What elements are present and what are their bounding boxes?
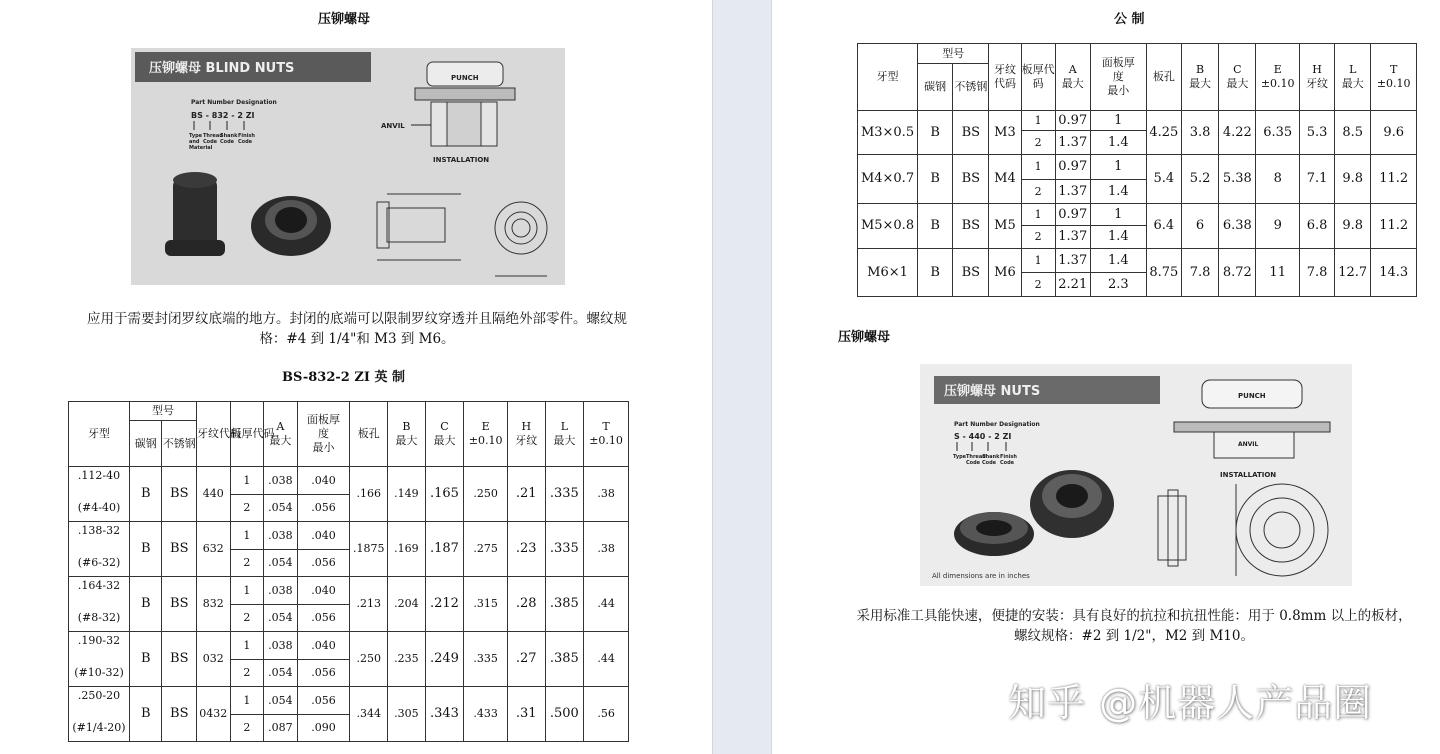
cell-l: .335 [545, 522, 584, 577]
zhihu-watermark: 知乎 @机器人产品圈 [1008, 681, 1373, 725]
cell-stainless: BS [953, 204, 989, 249]
table-row [69, 522, 629, 550]
header-stainless: 不锈钢 [162, 421, 197, 467]
cell-type: .138-32 (#6-32) [69, 522, 130, 577]
cell-panel: 1 [1090, 155, 1146, 180]
cell-hole: 8.75 [1146, 249, 1181, 297]
table-row [69, 467, 629, 495]
header-h: H 牙纹 [1299, 44, 1334, 111]
metric-spec-table [857, 43, 1417, 297]
cell-thickness-code: 2 [230, 495, 264, 522]
cell-c: 6.38 [1219, 204, 1256, 249]
cell-l: .385 [545, 632, 584, 687]
cell-thread-code: 0432 [197, 687, 231, 742]
header-model: 型号 [129, 402, 196, 421]
cell-b: 3.8 [1181, 111, 1218, 155]
cell-hole: .250 [350, 632, 388, 687]
cell-carbon: B [129, 467, 162, 522]
table-row [858, 155, 1417, 180]
cell-type: M6×1 [858, 249, 918, 297]
designation-title: Part Number Designation [954, 421, 1040, 428]
cell-stainless: BS [162, 632, 197, 687]
cell-h: .28 [507, 577, 545, 632]
cell-b: .149 [388, 467, 426, 522]
cell-l: .500 [545, 687, 584, 742]
legend-code3: Code [1000, 460, 1015, 466]
cell-a: 1.37 [1055, 131, 1090, 155]
cell-thickness-code: 1 [1021, 249, 1055, 273]
designation-code: BS - 832 - 2 ZI [191, 111, 255, 120]
cell-thickness-code: 2 [230, 550, 264, 577]
cell-hole: 6.4 [1146, 204, 1181, 249]
cell-hole: 5.4 [1146, 155, 1181, 204]
cell-a: .038 [264, 522, 298, 550]
cell-type: M4×0.7 [858, 155, 918, 204]
header-c: C 最大 [1219, 44, 1256, 111]
cell-thread-code: M4 [989, 155, 1021, 204]
cell-thickness-code: 2 [1021, 226, 1055, 249]
cell-type: M3×0.5 [858, 111, 918, 155]
cell-carbon: B [129, 632, 162, 687]
cell-a: 2.21 [1055, 273, 1090, 297]
header-thread-code: 牙纹代码 [197, 402, 231, 467]
cell-a: .087 [264, 715, 298, 742]
cell-thread-code: 632 [197, 522, 231, 577]
header-stainless: 不锈钢 [953, 64, 989, 111]
cell-e: .433 [464, 687, 508, 742]
cell-stainless: BS [953, 111, 989, 155]
table-row [69, 577, 629, 605]
header-b: B 最大 [1181, 44, 1218, 111]
cell-a: 1.37 [1055, 249, 1090, 273]
cell-t: .44 [584, 577, 629, 632]
cell-panel: 1.4 [1090, 131, 1146, 155]
cell-l: .385 [545, 577, 584, 632]
nuts-figure [920, 364, 1352, 586]
cell-thickness-code: 1 [1021, 204, 1055, 226]
cell-e: .275 [464, 522, 508, 577]
header-a: A 最大 [1055, 44, 1090, 111]
legend-finish: Finish [1000, 454, 1017, 460]
cell-panel: .056 [297, 550, 350, 577]
header-type: 牙型 [69, 402, 130, 467]
cell-panel: .056 [297, 660, 350, 687]
header-hole: 板孔 [1146, 44, 1181, 111]
cell-thickness-code: 1 [230, 522, 264, 550]
cell-stainless: BS [162, 522, 197, 577]
cell-h: 7.8 [1299, 249, 1334, 297]
header-model: 型号 [918, 44, 989, 64]
legend-code1: Code [203, 139, 218, 145]
table-row [69, 687, 629, 715]
cell-stainless: BS [162, 577, 197, 632]
cell-b: .204 [388, 577, 426, 632]
legend-type: Type [189, 133, 203, 139]
metric-table-title: 公 制 [1114, 12, 1145, 27]
table-row [858, 111, 1417, 131]
cell-e: 11 [1256, 249, 1299, 297]
cell-panel: .090 [297, 715, 350, 742]
cell-e: .250 [464, 467, 508, 522]
legend-code1: Code [966, 460, 981, 466]
cell-thickness-code: 1 [230, 632, 264, 660]
cell-a: .054 [264, 495, 298, 522]
cell-stainless: BS [162, 687, 197, 742]
cell-a: 1.37 [1055, 180, 1090, 204]
cell-thickness-code: 1 [230, 577, 264, 605]
cell-panel: .040 [297, 632, 350, 660]
cell-c: .249 [425, 632, 464, 687]
cell-c: .212 [425, 577, 464, 632]
cell-t: .38 [584, 522, 629, 577]
cell-thickness-code: 1 [1021, 155, 1055, 180]
cell-panel: .056 [297, 605, 350, 632]
left-page-title: 压铆螺母 [318, 12, 371, 27]
legend-and: and [189, 139, 200, 145]
cell-carbon: B [918, 249, 953, 297]
cell-c: .187 [425, 522, 464, 577]
cell-t: 9.6 [1371, 111, 1417, 155]
cell-t: .44 [584, 632, 629, 687]
cell-a: .038 [264, 577, 298, 605]
cell-a: 1.37 [1055, 226, 1090, 249]
cell-c: 8.72 [1219, 249, 1256, 297]
cell-thickness-code: 2 [1021, 180, 1055, 204]
cell-a: 0.97 [1055, 111, 1090, 131]
header-hole: 板孔 [350, 402, 388, 467]
cell-panel: 1 [1090, 204, 1146, 226]
cell-thickness-code: 2 [230, 660, 264, 687]
header-l: L 最大 [545, 402, 584, 467]
cell-panel: 1.4 [1090, 180, 1146, 204]
table-row [858, 249, 1417, 273]
cell-type: .164-32 (#8-32) [69, 577, 130, 632]
left-page [0, 0, 712, 754]
left-description-line1: 应用于需要封闭罗纹底端的地方。封闭的底端可以限制罗纹穿透并且隔绝外部零件。螺纹规 [87, 311, 627, 327]
cell-h: 5.3 [1299, 111, 1334, 155]
page-gutter [712, 0, 772, 754]
imperial-spec-table [68, 401, 629, 742]
cell-h: 7.1 [1299, 155, 1334, 204]
cell-panel: 2.3 [1090, 273, 1146, 297]
cell-b: .235 [388, 632, 426, 687]
cell-panel: .040 [297, 522, 350, 550]
cell-t: 11.2 [1371, 155, 1417, 204]
cell-thread-code: M3 [989, 111, 1021, 155]
left-description-line2: 格：#4 到 1/4"和 M3 到 M6。 [259, 331, 455, 347]
header-thread-code: 牙纹代码 [989, 44, 1021, 111]
header-panel-thickness: 面板厚 度 最小 [1090, 44, 1146, 111]
header-panel-thickness: 面板厚 度 最小 [297, 402, 350, 467]
cell-panel: .056 [297, 495, 350, 522]
cell-thickness-code: 2 [1021, 131, 1055, 155]
table-row [858, 204, 1417, 226]
cell-e: .335 [464, 632, 508, 687]
cell-l: 12.7 [1335, 249, 1371, 297]
cell-a: .054 [264, 605, 298, 632]
installation-label: INSTALLATION [1220, 471, 1277, 479]
cell-thread-code: M5 [989, 204, 1021, 249]
cell-b: 5.2 [1181, 155, 1218, 204]
right-description-line1: 采用标准工具能快速，便捷的安装：具有良好的抗拉和抗扭性能：用于 0.8mm 以上的板材， [856, 608, 1412, 624]
imperial-table-title: BS-832-2 ZI 英 制 [282, 370, 405, 385]
cell-c: .343 [425, 687, 464, 742]
cell-carbon: B [918, 111, 953, 155]
cell-carbon: B [129, 687, 162, 742]
legend-finish: Finish [238, 133, 255, 139]
legend-thread: Thread [203, 133, 223, 139]
anvil-label: ANVIL [381, 122, 405, 130]
header-type: 牙型 [858, 44, 918, 111]
cell-thread-code: 032 [197, 632, 231, 687]
designation-title: Part Number Designation [191, 99, 277, 106]
cell-stainless: BS [953, 155, 989, 204]
cell-panel: .040 [297, 577, 350, 605]
cell-a: .038 [264, 632, 298, 660]
right-description-line2: 螺纹规格：#2 到 1/2"，M2 到 M10。 [1014, 628, 1254, 644]
cell-e: 6.35 [1256, 111, 1299, 155]
cell-carbon: B [918, 204, 953, 249]
cell-a: 0.97 [1055, 204, 1090, 226]
figure-footnote: All dimensions are in inches [932, 572, 1030, 580]
cell-l: .335 [545, 467, 584, 522]
legend-code2: Code [982, 460, 997, 466]
cell-b: 6 [1181, 204, 1218, 249]
cell-hole: .166 [350, 467, 388, 522]
header-c: C 最大 [425, 402, 464, 467]
nuts-illustration [920, 364, 1352, 586]
cell-thickness-code: 1 [230, 467, 264, 495]
cell-l: 9.8 [1335, 204, 1371, 249]
cell-t: .38 [584, 467, 629, 522]
cell-c: .165 [425, 467, 464, 522]
cell-panel: 1 [1090, 111, 1146, 131]
cell-hole: 4.25 [1146, 111, 1181, 155]
header-carbon: 碳钢 [918, 64, 953, 111]
legend-material: Material [189, 145, 213, 151]
legend-shank: Shank [982, 454, 1000, 460]
cell-h: .23 [507, 522, 545, 577]
blind-nuts-figure [131, 48, 565, 285]
cell-carbon: B [129, 577, 162, 632]
cell-thickness-code: 2 [230, 605, 264, 632]
legend-type: Type [953, 454, 967, 460]
cell-b: .305 [388, 687, 426, 742]
installation-label: INSTALLATION [433, 156, 490, 164]
header-e: E ±0.10 [464, 402, 508, 467]
cell-t: 11.2 [1371, 204, 1417, 249]
header-a: A 最大 [264, 402, 298, 467]
cell-h: .27 [507, 632, 545, 687]
cell-panel: 1.4 [1090, 226, 1146, 249]
cell-h: .31 [507, 687, 545, 742]
cell-panel: .056 [297, 687, 350, 715]
cell-panel: 1.4 [1090, 249, 1146, 273]
figure-banner: 压铆螺母 NUTS [944, 384, 1041, 399]
cell-carbon: B [918, 155, 953, 204]
cell-hole: .1875 [350, 522, 388, 577]
legend-shank: Shank [220, 133, 238, 139]
right-description [830, 606, 1438, 646]
cell-a: .054 [264, 687, 298, 715]
legend-thread: Thread [966, 454, 986, 460]
header-t: T ±0.10 [584, 402, 629, 467]
cell-a: .054 [264, 550, 298, 577]
cell-e: 8 [1256, 155, 1299, 204]
cell-thread-code: 440 [197, 467, 231, 522]
cell-l: 9.8 [1335, 155, 1371, 204]
header-thickness-code: 板厚代码 [1021, 44, 1055, 111]
cell-b: .169 [388, 522, 426, 577]
cell-thickness-code: 1 [1021, 111, 1055, 131]
cell-e: .315 [464, 577, 508, 632]
cell-panel: .040 [297, 467, 350, 495]
header-thickness-code: 板厚代码 [230, 402, 264, 467]
header-b: B 最大 [388, 402, 426, 467]
cell-carbon: B [129, 522, 162, 577]
cell-stainless: BS [953, 249, 989, 297]
header-e: E ±0.10 [1256, 44, 1299, 111]
right-section-title: 压铆螺母 [838, 330, 891, 345]
cell-type: .190-32 (#10-32) [69, 632, 130, 687]
cell-c: 4.22 [1219, 111, 1256, 155]
cell-type: M5×0.8 [858, 204, 918, 249]
cell-thickness-code: 2 [230, 715, 264, 742]
header-h: H 牙纹 [507, 402, 545, 467]
right-page [772, 0, 1440, 754]
header-l: L 最大 [1335, 44, 1371, 111]
table-row [69, 632, 629, 660]
cell-a: .038 [264, 467, 298, 495]
anvil-label: ANVIL [1238, 441, 1259, 448]
cell-thread-code: 832 [197, 577, 231, 632]
left-description [60, 309, 654, 349]
blind-nuts-illustration [131, 48, 565, 285]
cell-thickness-code: 1 [230, 687, 264, 715]
header-t: T ±0.10 [1371, 44, 1417, 111]
cell-c: 5.38 [1219, 155, 1256, 204]
cell-l: 8.5 [1335, 111, 1371, 155]
cell-type: .112-40 (#4-40) [69, 467, 130, 522]
cell-a: 0.97 [1055, 155, 1090, 180]
punch-label: PUNCH [1238, 392, 1266, 400]
cell-t: 14.3 [1371, 249, 1417, 297]
cell-thread-code: M6 [989, 249, 1021, 297]
legend-code2: Code [220, 139, 235, 145]
cell-h: 6.8 [1299, 204, 1334, 249]
cell-b: 7.8 [1181, 249, 1218, 297]
legend-code3: Code [238, 139, 253, 145]
cell-stainless: BS [162, 467, 197, 522]
cell-hole: .344 [350, 687, 388, 742]
cell-thickness-code: 2 [1021, 273, 1055, 297]
cell-hole: .213 [350, 577, 388, 632]
figure-banner: 压铆螺母 BLIND NUTS [149, 61, 295, 76]
header-carbon: 碳钢 [129, 421, 162, 467]
cell-h: .21 [507, 467, 545, 522]
cell-a: .054 [264, 660, 298, 687]
cell-e: 9 [1256, 204, 1299, 249]
cell-t: .56 [584, 687, 629, 742]
cell-type: .250-20 (#1/4-20) [69, 687, 130, 742]
punch-label: PUNCH [451, 74, 479, 82]
designation-code: S - 440 - 2 ZI [954, 432, 1012, 441]
